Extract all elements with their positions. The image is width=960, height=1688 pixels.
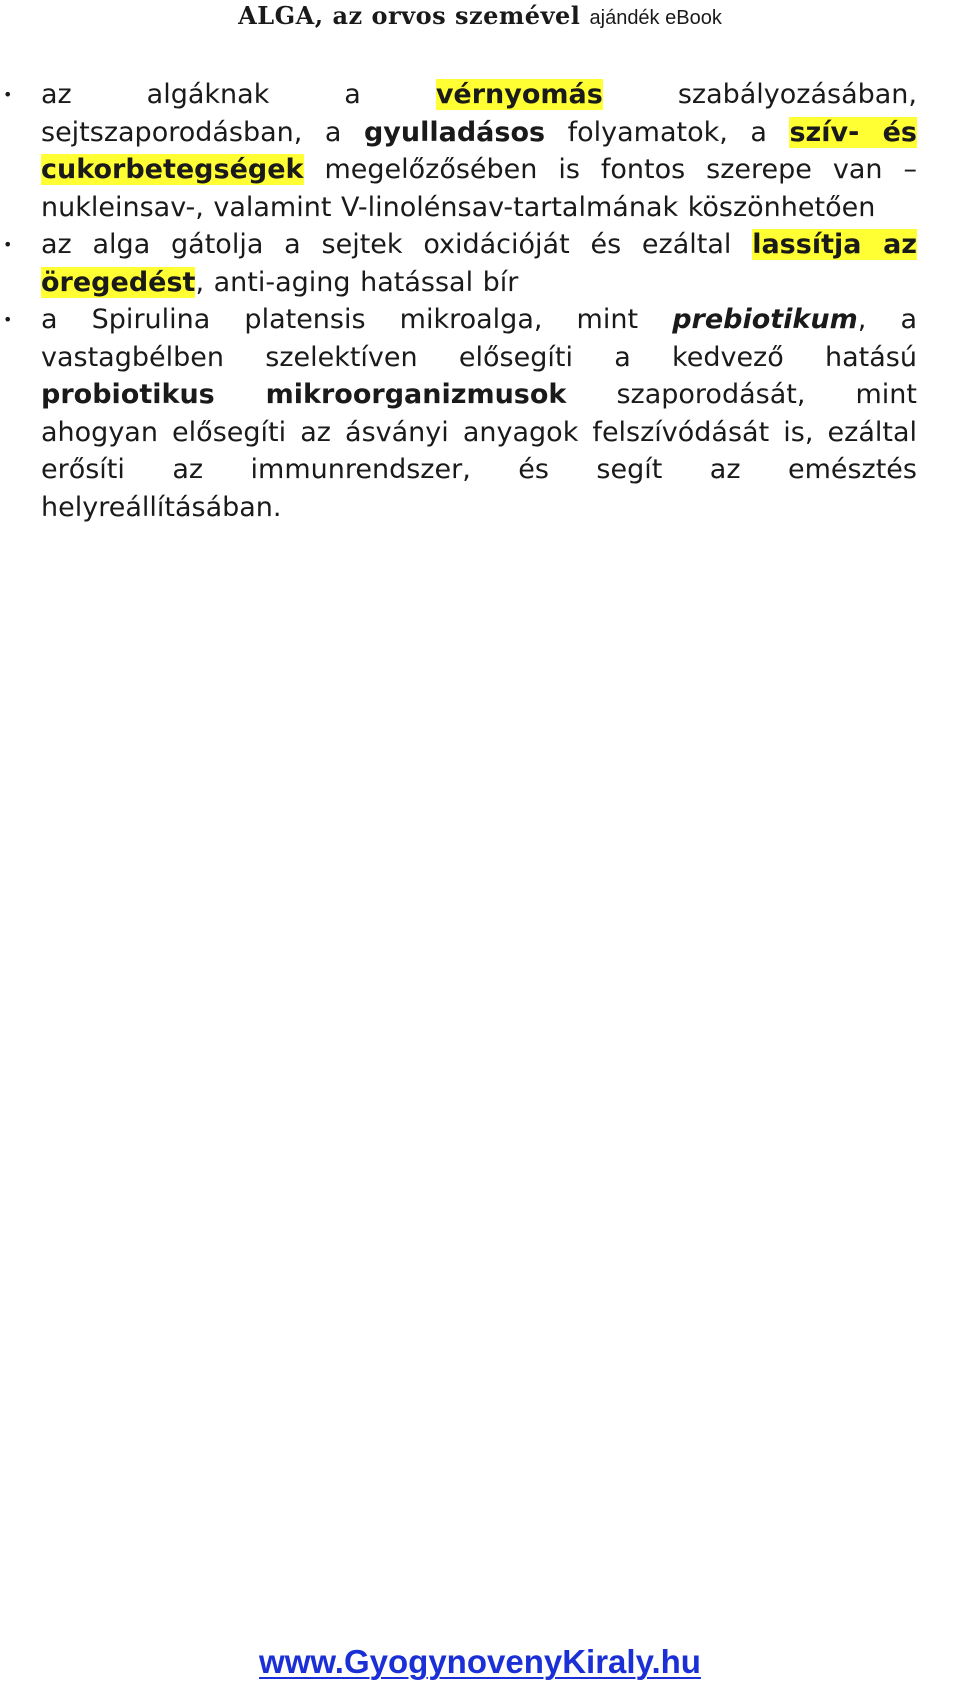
text-segment: , a vastagbélben szelektíven elősegíti a kedvező hatású bbox=[41, 304, 917, 373]
text-segment: szabályozásában, sejtszaporodásban, a bbox=[41, 79, 918, 148]
page-content bbox=[0, 76, 960, 526]
website-link[interactable]: www.GyogynovenyKiraly.hu bbox=[259, 1643, 701, 1680]
bold-italic-term: prebiotikum bbox=[672, 304, 858, 335]
text-segment: a Spirulina platensis mikroalga, mint bbox=[41, 304, 673, 335]
text-segment: az algáknak a bbox=[41, 79, 436, 110]
text-segment: , anti-aging hatással bír bbox=[195, 266, 519, 298]
bullet-item bbox=[0, 76, 917, 226]
page-header bbox=[0, 0, 960, 32]
bold-term: gyulladásos bbox=[363, 116, 546, 148]
highlighted-term: vérnyomás bbox=[435, 79, 603, 110]
text-segment: folyamatok, a bbox=[545, 116, 790, 148]
bullet-item bbox=[0, 226, 917, 301]
bullet-item bbox=[0, 301, 917, 526]
text-segment: az alga gátolja a sejtek oxidációját és ezáltal bbox=[41, 229, 753, 260]
page-footer bbox=[0, 1643, 960, 1681]
highlighted-term: szív- és cukorbetegségek bbox=[41, 116, 918, 185]
document-subtitle: ajándék eBook bbox=[589, 7, 722, 29]
bullet-list bbox=[0, 76, 960, 526]
text-segment: szaporodását, mint ahogyan elősegíti az ásványi anyagok felszívódását is, ezáltal erősíti az immunrendszer, és segít az emésztés helyreállításában. bbox=[41, 379, 917, 523]
bullet-dot-icon: • bbox=[3, 310, 13, 329]
highlighted-term: lassítja az öregedést bbox=[41, 229, 918, 298]
bullet-dot-icon: • bbox=[3, 85, 13, 104]
text-segment: megelőzősében is fontos szerepe van – nukleinsav-, valamint V-linolénsav-tartalmának köszönhetően bbox=[41, 154, 917, 223]
bullet-dot-icon: • bbox=[3, 235, 13, 254]
bold-term: probiotikus mikroorganizmusok bbox=[41, 379, 567, 410]
document-title: ALGA, az orvos szemével bbox=[238, 1, 581, 30]
